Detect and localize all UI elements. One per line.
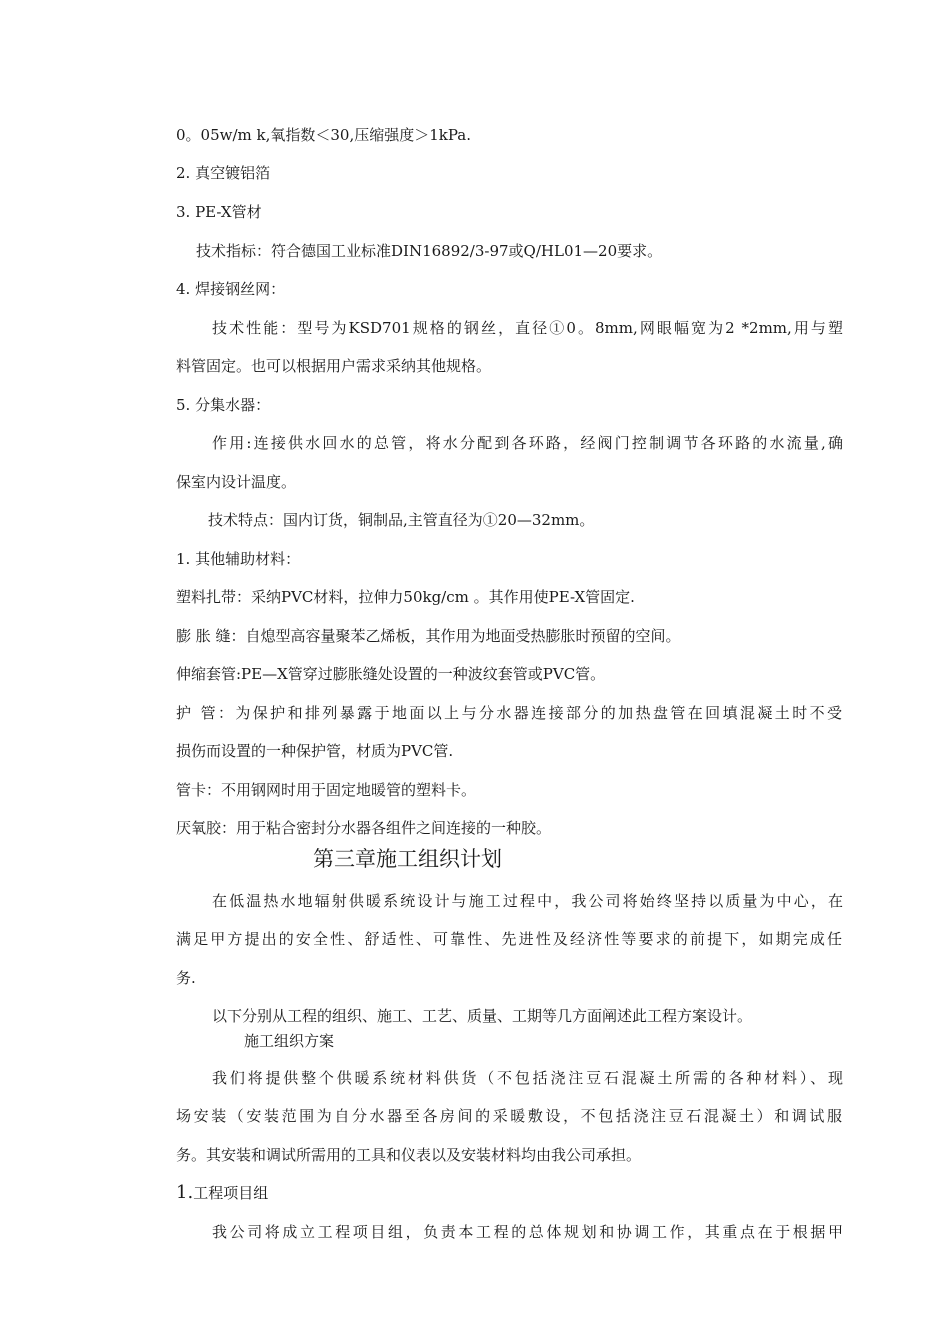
text-line: 损伤而设置的一种保护管，材质为PVC管. xyxy=(176,742,454,760)
list-item-project-team xyxy=(176,1183,268,1203)
text-line: 我们将提供整个供暖系统材料供货（不包括浇注豆石混凝土所需的各种材料）、现 xyxy=(212,1069,843,1087)
text-line: 作用:连接供水回水的总管，将水分配到各环路，经阀门控制调节各环路的水流量,确 xyxy=(212,434,843,452)
text-line: 满足甲方提出的安全性、舒适性、可靠性、先进性及经济性等要求的前提下，如期完成任 xyxy=(176,930,842,948)
text-line: 技术指标：符合德国工业标准DIN16892/3-97或Q/HL01—20要求。 xyxy=(196,242,663,260)
text-line: 膨 胀 缝：自熄型高容量聚苯乙烯板，其作用为地面受热膨胀时预留的空间。 xyxy=(176,627,681,645)
text-line: 技术性能：型号为KSD701规格的钢丝，直径①0。8mm,网眼幅宽为2 *2mm,用与塑 xyxy=(212,319,843,337)
text-line: 技术特点：国内订货，铜制品,主管直径为①20—32mm。 xyxy=(208,511,595,529)
text-line: 保室内设计温度。 xyxy=(176,473,297,491)
list-label: 工程项目组 xyxy=(193,1184,269,1202)
text-line: 护 管：为保护和排列暴露于地面以上与分水器连接部分的加热盘管在回填混凝土时不受 xyxy=(176,704,842,722)
chapter-title: 第三章施工组织计划 xyxy=(313,847,502,871)
list-item-vacuum-foil: 2. 真空镀铝箔 xyxy=(176,164,271,182)
text-line: 务. xyxy=(176,969,196,987)
list-number: 1. xyxy=(176,1182,194,1203)
text-line: 料管固定。也可以根据用户需求采纳其他规格。 xyxy=(176,357,492,375)
text-line: 以下分别从工程的组织、施工、工艺、质量、工期等几方面阐述此工程方案设计。 xyxy=(212,1007,753,1025)
text-line: 我公司将成立工程项目组，负责本工程的总体规划和协调工作，其重点在于根据甲 xyxy=(212,1223,843,1241)
text-line: 伸缩套管:PE—X管穿过膨胀缝处设置的一种波纹套管或PVC管。 xyxy=(176,665,606,683)
text-line: 务。其安装和调试所需用的工具和仪表以及安装材料均由我公司承担。 xyxy=(176,1146,642,1164)
text-line: 0。05w/m k,氧指数＜30,压缩强度＞1kPa. xyxy=(176,126,471,144)
list-item-auxiliary: 1. 其他辅助材料： xyxy=(176,550,301,568)
list-item-manifold: 5. 分集水器： xyxy=(176,396,271,414)
section-title: 施工组织方案 xyxy=(244,1032,335,1050)
text-line: 管卡：不用钢网时用于固定地暖管的塑料卡。 xyxy=(176,781,477,799)
text-line: 场安装（安装范围为自分水器至各房间的采暖敷设，不包括浇注豆石混凝土）和调试服 xyxy=(176,1107,842,1125)
text-line: 厌氧胶：用于粘合密封分水器各组件之间连接的一种胶。 xyxy=(176,819,552,837)
text-line: 在低温热水地辐射供暖系统设计与施工过程中，我公司将始终坚持以质量为中心，在 xyxy=(212,892,843,910)
list-item-pex-pipe: 3. PE-X管材 xyxy=(176,203,262,221)
text-line: 塑料扎带：采纳PVC材料，拉伸力50kg/cm 。其作用使PE-X管固定. xyxy=(176,588,635,606)
list-item-welded-mesh: 4. 焊接钢丝网： xyxy=(176,280,286,298)
